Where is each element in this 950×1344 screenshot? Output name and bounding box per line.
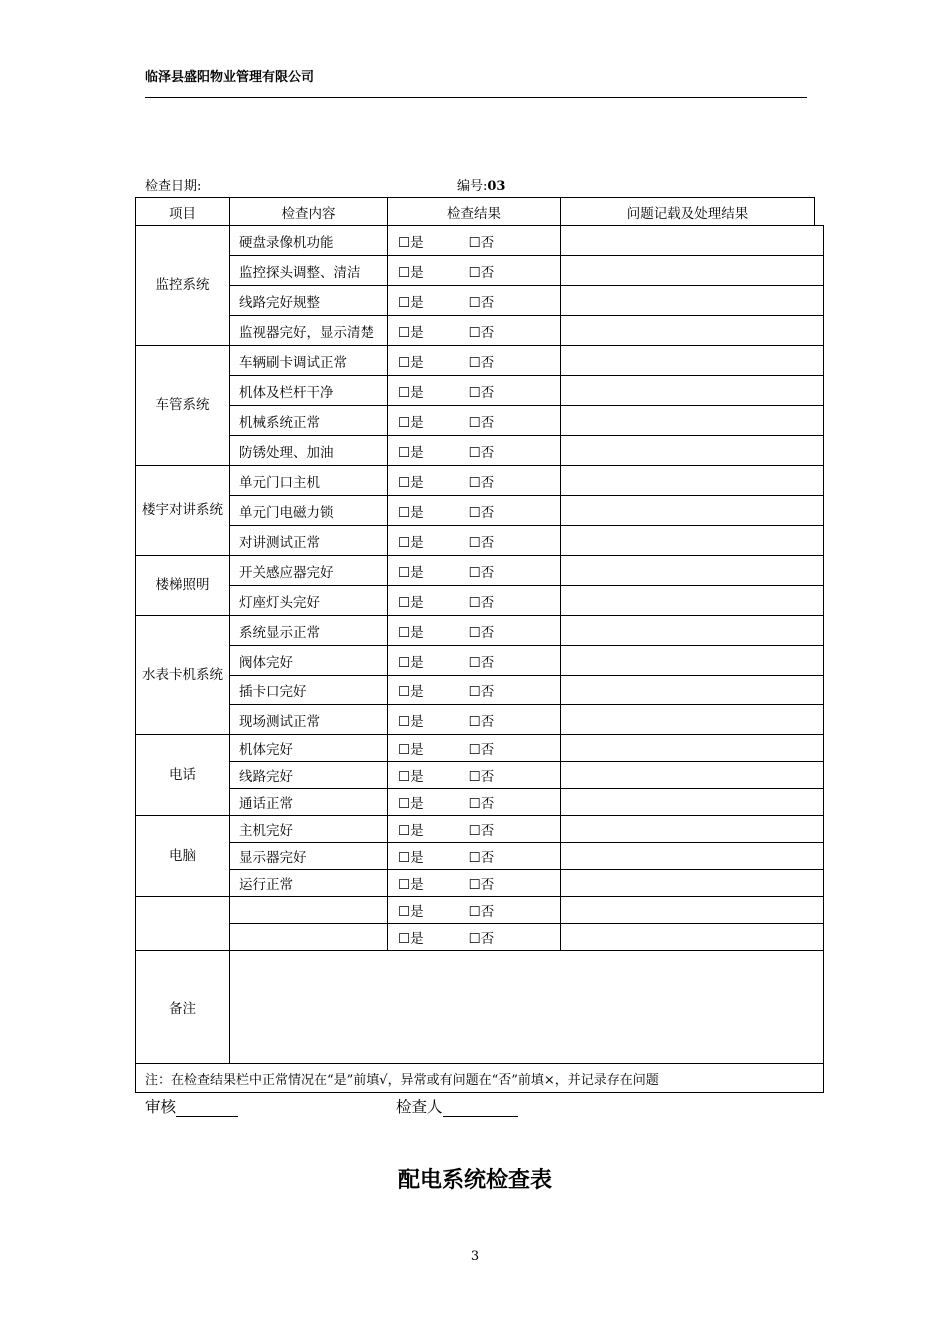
row-check-item: 单元门口主机 — [230, 466, 388, 496]
row-check-item: 对讲测试正常 — [230, 526, 388, 556]
table-row — [136, 586, 824, 616]
no-checkbox[interactable]: ☐否 — [468, 414, 495, 431]
yes-checkbox[interactable]: ☐是 — [398, 504, 424, 521]
table-body — [136, 226, 824, 951]
review-signature-line[interactable] — [176, 1099, 238, 1117]
serial-number-label: 编号: — [457, 179, 488, 194]
row-result — [388, 226, 561, 256]
inspector-label: 检查人 — [396, 1098, 443, 1116]
no-checkbox[interactable]: ☐否 — [468, 384, 495, 401]
no-checkbox[interactable]: ☐否 — [468, 474, 495, 491]
no-checkbox[interactable]: ☐否 — [468, 624, 495, 641]
row-check-item: 线路完好规整 — [230, 286, 388, 316]
row-problem-record[interactable] — [561, 346, 824, 376]
row-result — [388, 762, 561, 789]
no-checkbox[interactable]: ☐否 — [468, 594, 495, 611]
table-row — [136, 406, 824, 436]
row-result — [388, 496, 561, 526]
next-section-title: 配电系统检查表 — [397, 1167, 552, 1193]
yes-checkbox[interactable]: ☐是 — [398, 264, 424, 281]
company-name: 临泽县盛阳物业管理有限公司 — [145, 70, 315, 85]
yes-checkbox[interactable]: ☐是 — [398, 354, 424, 371]
row-category: 水表卡机系统 — [136, 616, 230, 735]
row-result — [388, 735, 561, 762]
no-checkbox[interactable]: ☐否 — [468, 823, 495, 839]
row-result — [388, 705, 561, 735]
yes-checkbox[interactable]: ☐是 — [398, 384, 424, 401]
header-spacer — [815, 198, 824, 226]
table-row — [136, 924, 824, 951]
row-problem-record[interactable] — [561, 286, 824, 316]
row-result — [388, 816, 561, 843]
no-checkbox[interactable]: ☐否 — [468, 796, 495, 812]
row-result — [388, 406, 561, 436]
row-problem-record[interactable] — [561, 316, 824, 346]
row-check-item: 灯座灯头完好 — [230, 586, 388, 616]
inspector-signature — [396, 1095, 518, 1117]
table-row — [136, 843, 824, 870]
serial-number-value: 03 — [487, 179, 506, 194]
yes-checkbox[interactable]: ☐是 — [398, 414, 424, 431]
row-check-item: 系统显示正常 — [230, 616, 388, 646]
table-row — [136, 735, 824, 762]
row-category: 车管系统 — [136, 346, 230, 466]
row-result — [388, 586, 561, 616]
row-category: 楼梯照明 — [136, 556, 230, 616]
table-row — [136, 676, 824, 705]
table-header-row — [136, 198, 824, 226]
yes-checkbox[interactable]: ☐是 — [398, 594, 424, 611]
no-checkbox[interactable]: ☐否 — [468, 444, 495, 461]
serial-number — [457, 175, 505, 194]
row-check-item: 机体及栏杆干净 — [230, 376, 388, 406]
no-checkbox[interactable]: ☐否 — [468, 264, 495, 281]
header-problem-record: 问题记载及处理结果 — [561, 198, 815, 226]
table-row — [136, 816, 824, 843]
row-category: 监控系统 — [136, 226, 230, 346]
row-result — [388, 346, 561, 376]
row-result — [388, 466, 561, 496]
row-problem-record[interactable] — [561, 735, 824, 762]
row-result — [388, 897, 561, 924]
table-row — [136, 526, 824, 556]
row-problem-record[interactable] — [561, 376, 824, 406]
table-row — [136, 870, 824, 897]
row-result — [388, 316, 561, 346]
row-check-item: 主机完好 — [230, 816, 388, 843]
row-category — [136, 897, 230, 951]
row-problem-record[interactable] — [561, 676, 824, 705]
row-check-item: 机械系统正常 — [230, 406, 388, 436]
row-problem-record[interactable] — [561, 705, 824, 735]
yes-checkbox[interactable]: ☐是 — [398, 474, 424, 491]
row-check-item — [230, 924, 388, 951]
row-problem-record[interactable] — [561, 616, 824, 646]
row-check-item: 开关感应器完好 — [230, 556, 388, 586]
row-result — [388, 924, 561, 951]
table-row — [136, 256, 824, 286]
no-checkbox[interactable]: ☐否 — [468, 713, 495, 730]
yes-checkbox[interactable]: ☐是 — [398, 850, 424, 866]
row-check-item: 硬盘录像机功能 — [230, 226, 388, 256]
row-problem-record[interactable] — [561, 406, 824, 436]
row-problem-record[interactable] — [561, 466, 824, 496]
no-checkbox[interactable]: ☐否 — [468, 324, 495, 341]
row-problem-record[interactable] — [561, 789, 824, 816]
no-checkbox[interactable]: ☐否 — [468, 654, 495, 671]
no-checkbox[interactable]: ☐否 — [468, 877, 495, 893]
row-problem-record[interactable] — [561, 586, 824, 616]
row-result — [388, 789, 561, 816]
yes-checkbox[interactable]: ☐是 — [398, 713, 424, 730]
row-problem-record[interactable] — [561, 897, 824, 924]
no-checkbox[interactable]: ☐否 — [468, 354, 495, 371]
row-problem-record[interactable] — [561, 256, 824, 286]
row-category: 电脑 — [136, 816, 230, 897]
no-checkbox[interactable]: ☐否 — [468, 534, 495, 551]
row-result — [388, 376, 561, 406]
no-checkbox[interactable]: ☐否 — [468, 742, 495, 758]
header-result: 检查结果 — [388, 198, 561, 226]
row-result — [388, 616, 561, 646]
row-check-item — [230, 897, 388, 924]
row-result — [388, 256, 561, 286]
yes-checkbox[interactable]: ☐是 — [398, 624, 424, 641]
row-check-item: 通话正常 — [230, 789, 388, 816]
row-check-item: 显示器完好 — [230, 843, 388, 870]
yes-checkbox[interactable]: ☐是 — [398, 654, 424, 671]
no-checkbox[interactable]: ☐否 — [468, 931, 495, 947]
table-row — [136, 789, 824, 816]
inspection-date-label: 检查日期: — [145, 179, 202, 194]
page-number: 3 — [470, 1249, 480, 1264]
table-row — [136, 616, 824, 646]
row-problem-record[interactable] — [561, 924, 824, 951]
yes-checkbox[interactable]: ☐是 — [398, 534, 424, 551]
row-check-item: 插卡口完好 — [230, 676, 388, 705]
row-check-item: 单元门电磁力锁 — [230, 496, 388, 526]
row-check-item: 线路完好 — [230, 762, 388, 789]
row-result — [388, 676, 561, 705]
row-result — [388, 286, 561, 316]
table-row — [136, 762, 824, 789]
row-problem-record[interactable] — [561, 496, 824, 526]
no-checkbox[interactable]: ☐否 — [468, 769, 495, 785]
yes-checkbox[interactable]: ☐是 — [398, 444, 424, 461]
row-result — [388, 870, 561, 897]
table-row — [136, 466, 824, 496]
row-check-item: 机体完好 — [230, 735, 388, 762]
row-result — [388, 843, 561, 870]
row-check-item: 车辆刷卡调试正常 — [230, 346, 388, 376]
header-content: 检查内容 — [230, 198, 388, 226]
row-check-item: 监控探头调整、清洁 — [230, 256, 388, 286]
table-row — [136, 705, 824, 735]
table-row — [136, 286, 824, 316]
yes-checkbox[interactable]: ☐是 — [398, 324, 424, 341]
table-row — [136, 226, 824, 256]
table-row — [136, 436, 824, 466]
table-row — [136, 897, 824, 924]
yes-checkbox[interactable]: ☐是 — [398, 564, 424, 581]
yes-checkbox[interactable]: ☐是 — [398, 904, 424, 920]
row-problem-record[interactable] — [561, 526, 824, 556]
remark-row — [136, 951, 824, 1064]
remark-label: 备注 — [136, 951, 230, 1064]
remark-field[interactable] — [230, 951, 824, 1064]
row-problem-record[interactable] — [561, 646, 824, 676]
yes-checkbox[interactable]: ☐是 — [398, 931, 424, 947]
row-result — [388, 556, 561, 586]
no-checkbox[interactable]: ☐否 — [468, 904, 495, 920]
no-checkbox[interactable]: ☐否 — [468, 504, 495, 521]
header-rule — [145, 97, 807, 98]
row-problem-record[interactable] — [561, 843, 824, 870]
table-row — [136, 346, 824, 376]
review-label: 审核 — [145, 1098, 177, 1116]
row-category: 电话 — [136, 735, 230, 816]
row-check-item: 现场测试正常 — [230, 705, 388, 735]
no-checkbox[interactable]: ☐否 — [468, 684, 495, 700]
yes-checkbox[interactable]: ☐是 — [398, 294, 424, 311]
no-checkbox[interactable]: ☐否 — [468, 564, 495, 581]
table-row — [136, 646, 824, 676]
row-result — [388, 646, 561, 676]
row-check-item: 阀体完好 — [230, 646, 388, 676]
row-problem-record[interactable] — [561, 870, 824, 897]
inspector-signature-line[interactable] — [443, 1099, 518, 1117]
yes-checkbox[interactable]: ☐是 — [398, 877, 424, 893]
row-problem-record[interactable] — [561, 556, 824, 586]
table-row — [136, 496, 824, 526]
row-category: 楼宇对讲系统 — [136, 466, 230, 556]
row-problem-record[interactable] — [561, 226, 824, 256]
yes-checkbox[interactable]: ☐是 — [398, 823, 424, 839]
no-checkbox[interactable]: ☐否 — [468, 294, 495, 311]
row-result — [388, 526, 561, 556]
footnote-row — [136, 1064, 824, 1093]
yes-checkbox[interactable]: ☐是 — [398, 742, 424, 758]
table-row — [136, 376, 824, 406]
row-check-item: 运行正常 — [230, 870, 388, 897]
table-row — [136, 316, 824, 346]
row-result — [388, 436, 561, 466]
yes-checkbox[interactable]: ☐是 — [398, 769, 424, 785]
header-category: 项目 — [136, 198, 230, 226]
row-check-item: 监视器完好，显示清楚 — [230, 316, 388, 346]
table-row — [136, 556, 824, 586]
row-problem-record[interactable] — [561, 816, 824, 843]
no-checkbox[interactable]: ☐否 — [468, 850, 495, 866]
yes-checkbox[interactable]: ☐是 — [398, 796, 424, 812]
yes-checkbox[interactable]: ☐是 — [398, 684, 424, 700]
row-problem-record[interactable] — [561, 436, 824, 466]
footnote: 注：在检查结果栏中正常情况在“是”前填√，异常或有问题在“否”前填×，并记录存在问题 — [136, 1064, 824, 1093]
yes-checkbox[interactable]: ☐是 — [398, 234, 424, 251]
review-signature — [145, 1095, 238, 1117]
inspection-table — [135, 197, 824, 1093]
row-problem-record[interactable] — [561, 762, 824, 789]
row-check-item: 防锈处理、加油 — [230, 436, 388, 466]
no-checkbox[interactable]: ☐否 — [468, 234, 495, 251]
